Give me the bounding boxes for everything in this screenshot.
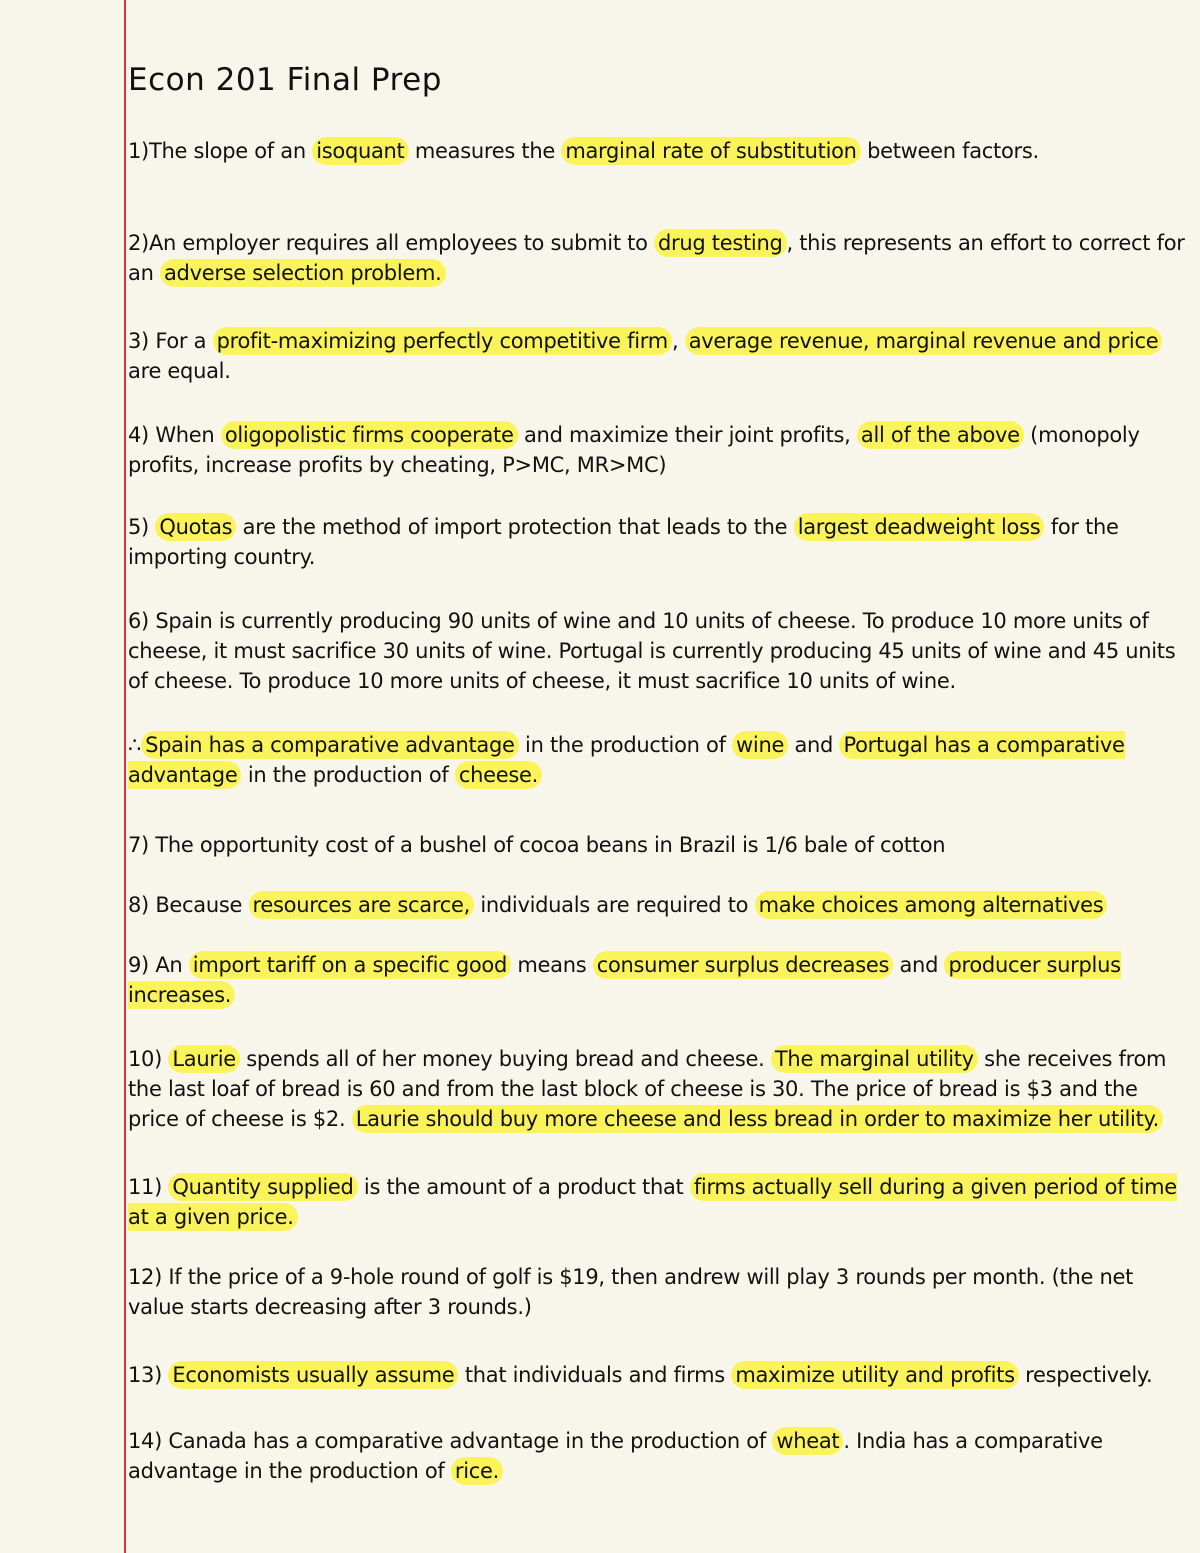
- note-text: (monopoly profits, increase profits by cheating, P>MC, MR>MC): [128, 423, 1140, 477]
- note-item-13: [128, 1360, 1190, 1390]
- note-text: 2)An employer requires all employees to submit to: [128, 231, 655, 255]
- highlighted-text: maximize utility and profits: [731, 1361, 1018, 1389]
- highlighted-text: marginal rate of substitution: [561, 137, 860, 165]
- note-item-2: [128, 228, 1190, 288]
- highlighted-text: Laurie: [168, 1045, 239, 1073]
- highlighted-text: consumer surplus decreases: [593, 951, 893, 979]
- note-item-4: [128, 420, 1190, 480]
- note-text: respectively.: [1018, 1363, 1153, 1387]
- note-text: 12) If the price of a 9-hole round of golf is $19, then andrew will play 3 rounds per month. (the net value starts decreasing after 3 rounds.): [128, 1265, 1134, 1319]
- note-text: measures the: [408, 139, 562, 163]
- note-text: 13): [128, 1363, 169, 1387]
- highlighted-text: Economists usually assume: [168, 1361, 458, 1389]
- note-text: 11): [128, 1175, 169, 1199]
- highlighted-text: import tariff on a specific good: [189, 951, 511, 979]
- note-text: 1)The slope of an: [128, 139, 313, 163]
- highlighted-text: resources are scarce,: [249, 891, 474, 919]
- note-item-6: [128, 606, 1190, 696]
- highlighted-text: average revenue, marginal revenue and price: [685, 327, 1163, 355]
- note-text: ∴: [128, 733, 142, 757]
- note-text: 8) Because: [128, 893, 249, 917]
- highlighted-text: The marginal utility: [771, 1045, 978, 1073]
- note-text: and maximize their joint profits,: [517, 423, 857, 447]
- highlighted-text: wheat: [772, 1427, 843, 1455]
- note-text: are the method of import protection that leads to the: [236, 515, 794, 539]
- highlighted-text: largest deadweight loss: [794, 513, 1045, 541]
- note-text: 4) When: [128, 423, 221, 447]
- note-item-3: [128, 326, 1190, 386]
- note-text: and: [893, 953, 945, 977]
- note-text: ,: [671, 329, 685, 353]
- note-text: are equal.: [128, 359, 231, 383]
- note-text: 6) Spain is currently producing 90 units of wine and 10 units of cheese. To produce 10 more units of cheese, it must sacrifice 30 units of wine. Portugal is currently producing 45 units of wine and 45 units of cheese. To produce 10 more units of cheese, it must sacrifice 10 units of wine.: [128, 609, 1176, 693]
- note-item-5: [128, 512, 1190, 572]
- note-text: 5): [128, 515, 156, 539]
- highlighted-text: Portugal has a comparative advantage: [128, 733, 1125, 787]
- margin-line: [124, 0, 126, 1553]
- note-text: individuals are required to: [473, 893, 755, 917]
- note-text: . India has a comparative advantage in the production of: [128, 1429, 1103, 1483]
- note-text: 9) An: [128, 953, 189, 977]
- highlighted-text: profit-maximizing perfectly competitive firm: [213, 327, 672, 355]
- note-text: 14) Canada has a comparative advantage in the production of: [128, 1429, 773, 1453]
- highlighted-text: Spain has a comparative advantage: [141, 731, 519, 759]
- note-item-8: [128, 890, 1190, 920]
- note-text: that individuals and firms: [458, 1363, 732, 1387]
- note-text: and: [788, 733, 840, 757]
- note-item-7: [128, 830, 1190, 860]
- highlighted-text: wine: [732, 731, 788, 759]
- note-text: for the importing country.: [128, 515, 1119, 569]
- note-text: means: [510, 953, 593, 977]
- note-text: she receives from the last loaf of bread is 60 and from the last block of cheese is 30. The price of bread is $3 and the price of cheese is $2.: [128, 1047, 1167, 1131]
- note-text: in the production of: [241, 763, 455, 787]
- highlighted-text: isoquant: [312, 137, 408, 165]
- highlighted-text: drug testing: [654, 229, 786, 257]
- note-text: between factors.: [860, 139, 1039, 163]
- note-text: 3) For a: [128, 329, 213, 353]
- highlighted-text: Quantity supplied: [168, 1173, 357, 1201]
- note-item-1: [128, 136, 1190, 166]
- note-item-6-answer: [128, 730, 1190, 790]
- highlighted-text: Laurie should buy more cheese and less bread in order to maximize her utility.: [352, 1105, 1163, 1133]
- note-text: , this represents an effort to correct for an: [128, 231, 1185, 285]
- note-text: 10): [128, 1047, 169, 1071]
- highlighted-text: producer surplus increases.: [128, 953, 1121, 1007]
- highlighted-text: oligopolistic firms cooperate: [221, 421, 518, 449]
- note-text: in the production of: [518, 733, 733, 757]
- note-item-11: [128, 1172, 1190, 1232]
- note-item-12: [128, 1262, 1190, 1322]
- highlighted-text: Quotas: [155, 513, 236, 541]
- highlighted-text: adverse selection problem.: [160, 259, 446, 287]
- highlighted-text: make choices among alternatives: [755, 891, 1108, 919]
- note-item-10: [128, 1044, 1190, 1134]
- highlighted-text: firms actually sell during a given period of time at a given price.: [128, 1175, 1177, 1229]
- note-item-9: [128, 950, 1190, 1010]
- page-title: Econ 201 Final Prep: [128, 62, 442, 98]
- highlighted-text: cheese.: [455, 761, 542, 789]
- note-text: 7) The opportunity cost of a bushel of cocoa beans in Brazil is 1/6 bale of cotton: [128, 833, 946, 857]
- highlighted-text: all of the above: [857, 421, 1024, 449]
- note-text: spends all of her money buying bread and cheese.: [239, 1047, 771, 1071]
- note-text: is the amount of a product that: [357, 1175, 690, 1199]
- highlighted-text: rice.: [451, 1457, 503, 1485]
- note-item-14: [128, 1426, 1190, 1486]
